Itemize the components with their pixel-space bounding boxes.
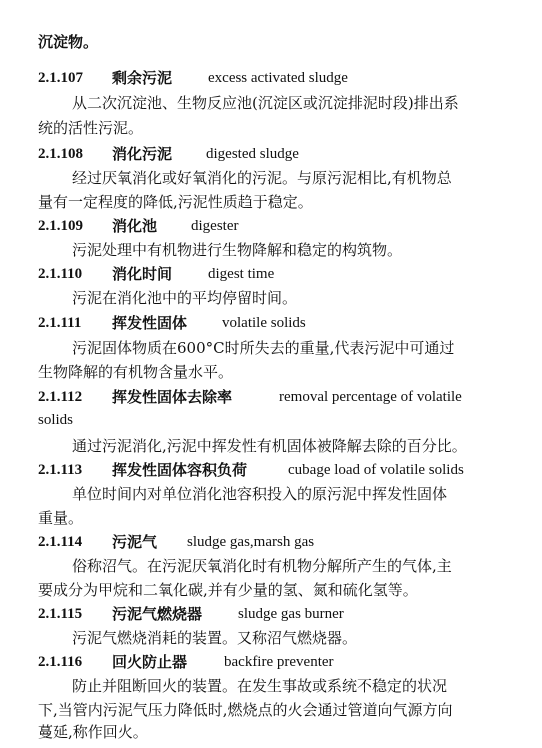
term-chinese: 消化池 — [112, 217, 158, 235]
term-english: removal percentage of volatile — [279, 389, 462, 405]
term-chinese: 消化时间 — [112, 265, 173, 283]
term-number: 2.1.110 — [38, 266, 83, 282]
term-number: 2.1.107 — [38, 70, 83, 86]
term-heading-2-1-109 — [0, 214, 542, 238]
term-chinese: 污泥气 — [112, 533, 158, 551]
term-description-line: 下,当管内污泥气压力降低时,燃烧点的火会通过管道向气源方向 — [38, 701, 453, 719]
term-number: 2.1.111 — [38, 315, 82, 331]
term-chinese: 回火防止器 — [112, 653, 188, 671]
term-description-line: 要成分为甲烷和二氧化碳,并有少量的氢、氮和硫化氢等。 — [38, 581, 418, 599]
term-description-line: 从二次沉淀池、生物反应池(沉淀区或沉淀排泥时段)排出系 — [72, 94, 459, 112]
term-heading-2-1-107 — [0, 66, 542, 90]
term-description-line: 通过污泥消化,污泥中挥发性有机固体被降解去除的百分比。 — [72, 437, 467, 455]
term-heading-2-1-114 — [0, 530, 542, 554]
term-description-line: 污泥气燃烧消耗的装置。又称沼气燃烧器。 — [72, 629, 358, 647]
term-heading-2-1-110 — [0, 262, 542, 286]
term-description-line: 污泥在消化池中的平均停留时间。 — [72, 289, 298, 307]
term-description-line: 量有一定程度的降低,污泥性质趋于稳定。 — [38, 193, 313, 211]
term-heading-2-1-112 — [0, 385, 542, 409]
lead-text: 沉淀物。 — [38, 33, 99, 51]
term-heading-2-1-115 — [0, 602, 542, 626]
term-chinese: 剩余污泥 — [112, 69, 173, 87]
term-heading-2-1-116 — [0, 650, 542, 674]
term-number: 2.1.114 — [38, 534, 83, 550]
term-chinese: 消化污泥 — [112, 145, 173, 163]
term-english: sludge gas burner — [238, 606, 344, 622]
term-description-line: 污泥处理中有机物进行生物降解和稳定的构筑物。 — [72, 241, 403, 259]
term-number: 2.1.112 — [38, 389, 83, 405]
term-number: 2.1.109 — [38, 218, 83, 234]
term-description-line: 单位时间内对单位消化池容积投入的原污泥中挥发性固体 — [72, 485, 448, 503]
term-english: backfire preventer — [224, 654, 334, 670]
term-chinese: 挥发性固体容积负荷 — [112, 461, 248, 479]
term-number: 2.1.116 — [38, 654, 83, 670]
term-english: digester — [191, 218, 239, 234]
term-description-line: 防止并阻断回火的装置。在发生事故或系统不稳定的状况 — [72, 677, 448, 695]
term-description-line: 蔓延,称作回火。 — [38, 723, 148, 741]
term-chinese: 污泥气燃烧器 — [112, 605, 203, 623]
term-chinese: 挥发性固体 — [112, 314, 188, 332]
lead-line — [0, 30, 542, 54]
term-description-line: 统的活性污泥。 — [38, 119, 144, 137]
term-chinese: 挥发性固体去除率 — [112, 388, 233, 406]
term-number: 2.1.108 — [38, 146, 83, 162]
term-description-line: 经过厌氧消化或好氧消化的污泥。与原污泥相比,有机物总 — [72, 169, 452, 187]
term-english: cubage load of volatile solids — [288, 462, 464, 478]
term-english: sludge gas,marsh gas — [187, 534, 315, 550]
term-english: excess activated sludge — [208, 70, 348, 86]
term-heading-2-1-113 — [0, 458, 542, 482]
term-description-line: 污泥固体物质在600°C时所失去的重量,代表污泥中可通过 — [72, 339, 455, 357]
term-description-line: 重量。 — [38, 509, 84, 527]
term-english: volatile solids — [222, 315, 306, 331]
term-number: 2.1.115 — [38, 606, 83, 622]
term-description-line: 俗称沼气。在污泥厌氧消化时有机物分解所产生的气体,主 — [72, 557, 452, 575]
term-english: digest time — [208, 266, 275, 282]
term-heading-2-1-108 — [0, 142, 542, 166]
term-heading-2-1-111 — [0, 311, 542, 335]
term-number: 2.1.113 — [38, 462, 83, 478]
term-english-continued: solids — [38, 412, 74, 428]
term-description-line: 生物降解的有机物含量水平。 — [38, 363, 234, 381]
term-english: digested sludge — [206, 146, 299, 162]
